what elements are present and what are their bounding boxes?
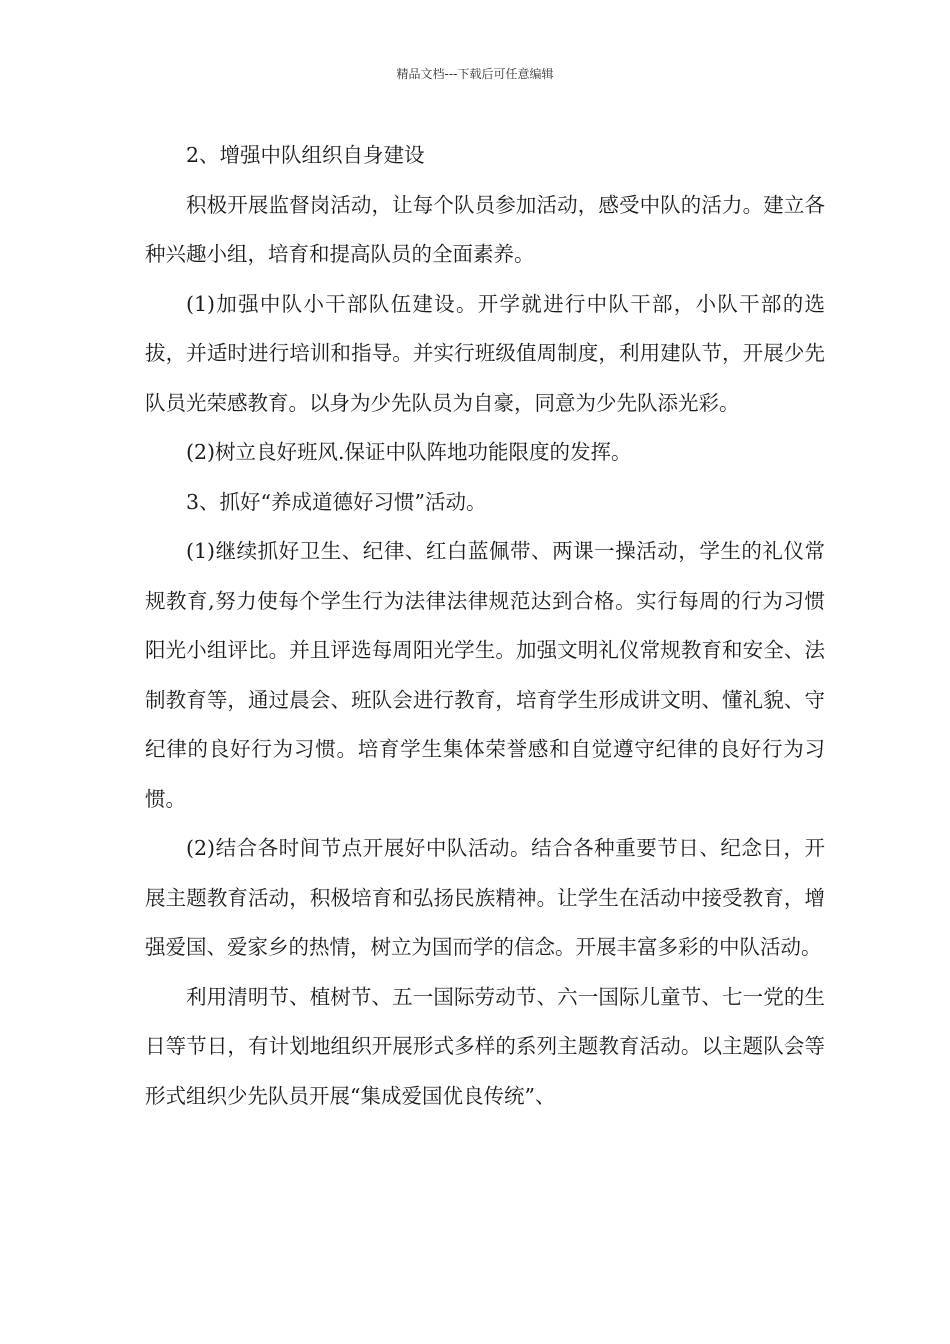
paragraph: (1)加强中队小干部队伍建设。开学就进行中队干部，小队干部的选拔，并适时进行培训和指导。并实行班级值周制度，利用建队节，开展少先队员光荣感教育。以身为少先队员为自豪，同意为少先队添光彩。 [145,291,825,415]
page-header: 精品文档---下载后可任意编辑 [396,67,554,81]
section-heading-3: 3、抓好“养成道德好习惯”活动。 [186,489,487,514]
section-heading-2: 2、增强中队组织自身建设 [186,143,425,167]
paragraph: (2)树立良好班风.保证中队阵地功能限度的发挥。 [186,440,632,464]
paragraph: 利用清明节、植树节、五一国际劳动节、六一国际儿童节、七一党的生日等节日，有计划地组织开展形式多样的系列主题教育活动。以主题队会等形式组织少先队员开展“集成爱国优良传统”、 [145,984,825,1108]
paragraph: 积极开展监督岗活动，让每个队员参加活动，感受中队的活力。建立各种兴趣小组，培育和提高队员的全面素养。 [145,192,825,266]
paragraph: (1)继续抓好卫生、纪律、红白蓝佩带、两课一操活动，学生的礼仪常规教育,努力使每个学生行为法律法律规范达到合格。实行每周的行为习惯阳光小组评比。并且评选每周阳光学生。加强文明礼仪常规教育和安全、法制教育等，通过晨会、班队会进行教育，培育学生形成讲文明、懂礼貌、守纪律的良好行为习惯。培育学生集体荣誉感和自觉遵守纪律的良好行为习惯。 [145,539,825,811]
paragraph: (2)结合各时间节点开展好中队活动。结合各种重要节日、纪念日，开展主题教育活动，积极培育和弘扬民族精神。让学生在活动中接受教育，增强爱国、爱家乡的热情，树立为国而学的信念。开展丰富多彩的中队活动。 [145,836,825,959]
document-body [145,131,825,1121]
